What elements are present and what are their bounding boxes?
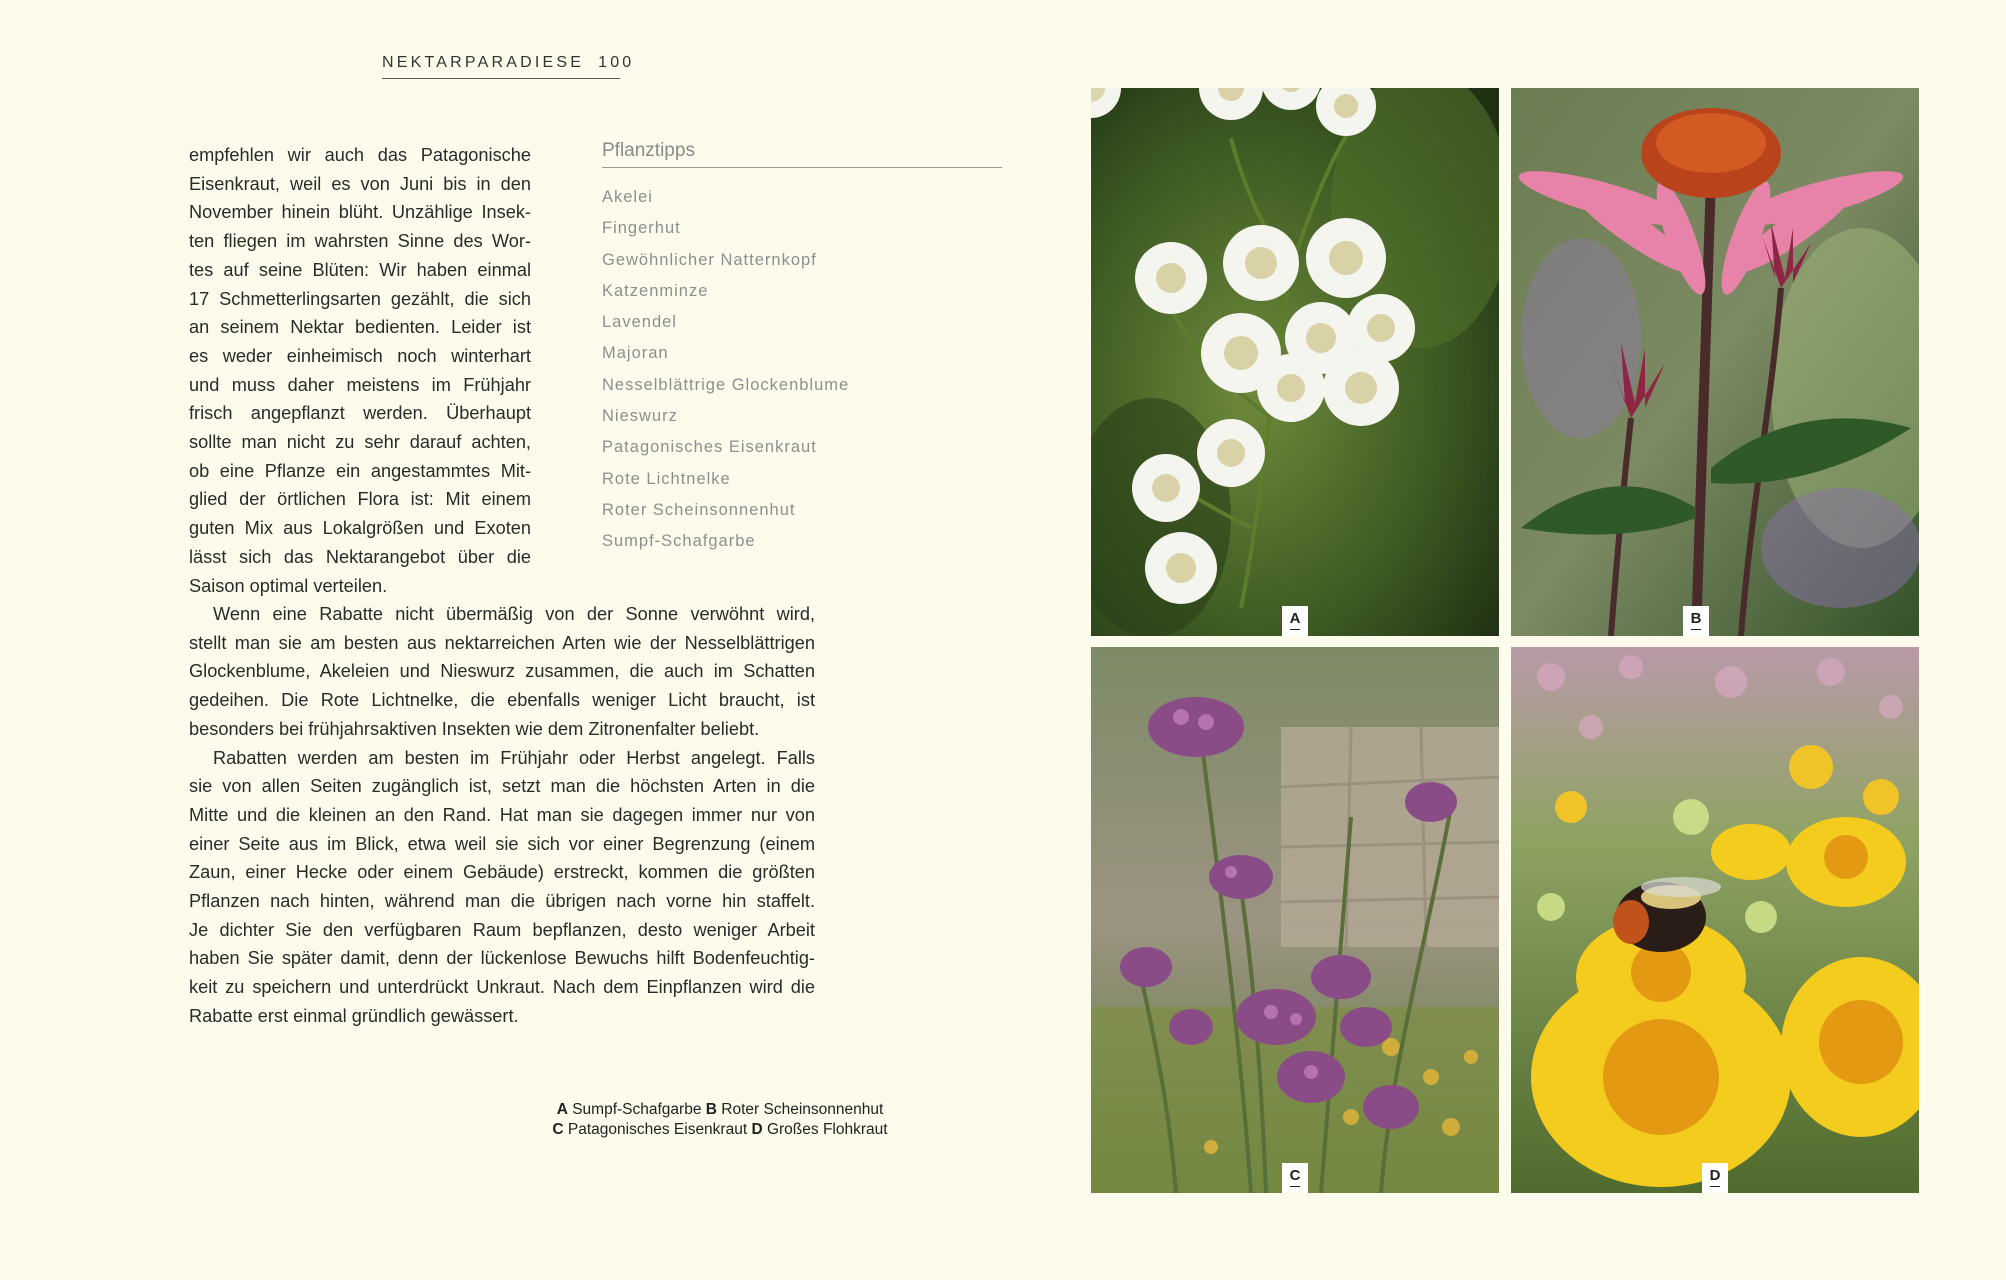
tips-title: Pflanztipps [602, 140, 1002, 168]
text-line: Mitte und die kleinen an den Rand. Hat man sie dagegen immer nur von [189, 804, 815, 825]
photo-c [1091, 647, 1499, 1193]
text-line: es weder einheimisch noch winterhart [189, 345, 531, 366]
photo-d [1511, 647, 1919, 1193]
caption-letter-d: D [751, 1121, 763, 1138]
text-line: Saison optimal verteilen. [189, 575, 388, 596]
photo-caption [520, 1100, 920, 1140]
tips-item: Patagonisches Eisenkraut [602, 438, 817, 457]
caption-text-c: Patagonisches Eisenkraut [567, 1121, 748, 1138]
text-line: einer Seite aus im Blick, etwa weil sie sich vor einer Begrenzung (einem [189, 833, 815, 854]
text-line: Zaun, einer Hecke oder einem Gebäude) erstreckt, kommen die größten [189, 862, 815, 883]
tips-item: Fingerhut [602, 219, 681, 238]
text-line: Glockenblume, Akeleien und Nieswurz zusammen, die auch im Schatten [189, 661, 815, 682]
text-line: ten fliegen im wahrsten Sinne des Wor- [189, 231, 531, 252]
photo-b [1511, 88, 1919, 636]
tips-item: Nieswurz [602, 407, 678, 426]
chapter-title: NEKTARPARADIESE [382, 54, 585, 71]
text-line: haben Sie später damit, denn der lückenlose Bewuchs hilft Bodenfeuchtig- [189, 948, 815, 969]
running-header [382, 54, 635, 79]
pink-coneflower-photo [1511, 88, 1919, 636]
text-line: Rabatte erst einmal gründlich gewässert. [189, 1005, 519, 1026]
text-line: Rabatten werden am besten im Frühjahr oder Herbst angelegt. Falls [213, 747, 815, 768]
text-line: gedeihen. Die Rote Lichtnelke, die ebenfalls weniger Licht braucht, ist [189, 690, 815, 711]
tips-item: Nesselblättrige Glockenblume [602, 375, 850, 394]
tips-item: Gewöhnlicher Natternkopf [602, 250, 817, 269]
text-line: Je dichter Sie den verfügbaren Raum bepflanzen, desto weniger Arbeit [189, 919, 815, 940]
text-line: lässt sich das Nektarangebot über die [189, 546, 531, 567]
text-line: Pflanzen nach hinten, während man die übrigen nach vorne hin staffelt. [189, 891, 815, 912]
photo-label-c: C [1282, 1163, 1308, 1193]
text-line: 17 Schmetterlingsarten gezählt, die sich [189, 288, 531, 309]
text-line: sollte man nicht zu sehr darauf achten, [189, 432, 531, 453]
text-line: frisch angepflanzt werden. Überhaupt [189, 403, 531, 424]
tips-item: Lavendel [602, 313, 677, 332]
tips-item: Roter Scheinsonnenhut [602, 500, 796, 519]
text-line: guten Mix aus Lokalgrößen und Exoten [189, 518, 531, 539]
photo-label-b: B [1683, 606, 1709, 636]
tips-item: Katzenminze [602, 281, 709, 300]
tips-item: Sumpf-Schafgarbe [602, 532, 756, 551]
body-column-wide [189, 600, 815, 1031]
photo-label-d: D [1702, 1163, 1728, 1193]
text-line: an seinem Nektar bedienten. Leider ist [189, 317, 531, 338]
text-line: ob eine Pflanze ein angestammtes Mit- [189, 460, 531, 481]
caption-letter-a: A [556, 1101, 568, 1118]
planting-tips-box [602, 140, 1002, 558]
text-line: tes auf seine Blüten: Wir haben einmal [189, 259, 531, 280]
text-line: besonders bei frühjahrsaktiven Insekten wie dem Zitronenfalter beliebt. [189, 718, 760, 739]
caption-text-d: Großes Flohkraut [766, 1121, 888, 1138]
caption-text-a: Sumpf-Schafgarbe [572, 1101, 702, 1118]
tips-item: Rote Lichtnelke [602, 469, 731, 488]
text-line: empfehlen wir auch das Patagonische [189, 145, 531, 165]
text-line: keit zu speichern und unterdrückt Unkraut. Nach dem Einpflanzen wird die [189, 977, 815, 998]
caption-letter-b: B [705, 1101, 717, 1118]
text-line: glied der örtlichen Flora ist: Mit einem [189, 489, 531, 510]
page-number: 100 [598, 54, 635, 71]
text-line: und muss daher meistens im Frühjahr [189, 374, 531, 395]
photo-label-a: A [1282, 606, 1308, 636]
text-line: stellt man sie am besten aus nektarreichen Arten wie der Nesselblättrigen [189, 632, 815, 653]
photo-a [1091, 88, 1499, 636]
tips-list [602, 182, 1002, 558]
caption-text-b: Roter Scheinsonnenhut [721, 1101, 884, 1118]
body-column-narrow [189, 141, 531, 600]
text-line: November hinein blüht. Unzählige Insek- [189, 202, 531, 223]
text-line: sie von allen Seiten zugänglich ist, setzt man die höchsten Arten in die [189, 776, 815, 797]
tips-item: Majoran [602, 344, 669, 363]
purple-verbena-photo [1091, 647, 1499, 1193]
yellow-fleabane-bumblebee-photo [1511, 647, 1919, 1193]
caption-letter-c: C [552, 1121, 564, 1138]
white-yarrow-flowers-photo [1091, 88, 1499, 636]
text-line: Wenn eine Rabatte nicht übermäßig von der Sonne verwöhnt wird, [213, 604, 815, 624]
tips-item: Akelei [602, 188, 653, 206]
text-line: Eisenkraut, weil es von Juni bis in den [189, 173, 531, 194]
